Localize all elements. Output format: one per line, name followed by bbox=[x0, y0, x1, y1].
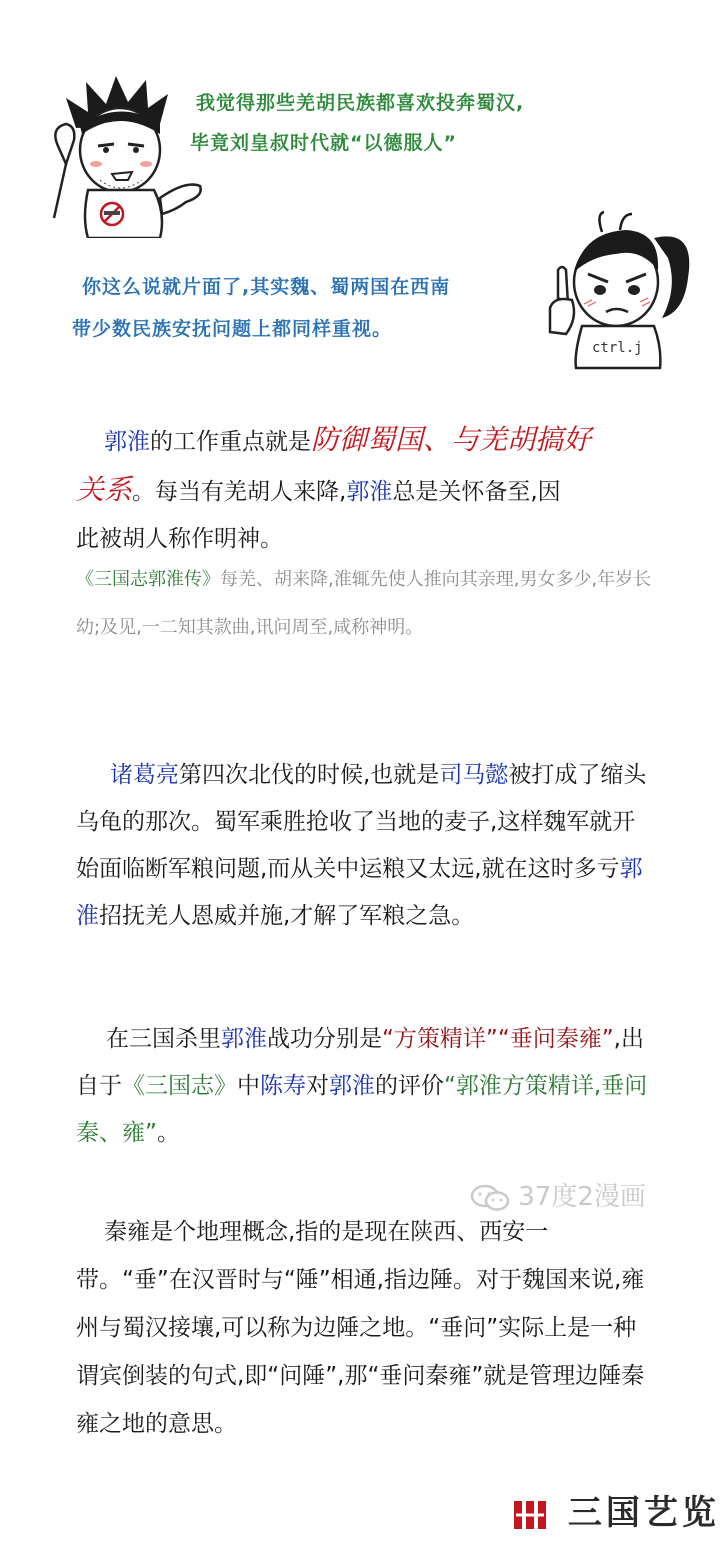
wechat-account-name: 37度2漫画 bbox=[518, 1182, 646, 1212]
paragraph-sanguosha bbox=[76, 1016, 656, 1157]
text: 秦雍是个地理概念,指的是现在陕西、西安一带。“垂”在汉晋时与“陲”相通,指边陲。对于魏国来说,雍州与蜀汉接壤,可以称为边陲之地。“垂问”实际上是一种谓宾倒装的句式,即“问陲”,那“垂问秦雍”就是管理边陲秦雍之地的意思。 bbox=[76, 1219, 645, 1437]
paragraph-northern-expedition bbox=[76, 752, 656, 940]
text: ,出自于 bbox=[76, 1026, 644, 1099]
emphasis-text: 防御蜀国、与羌胡搞好 bbox=[311, 423, 592, 456]
text: 此被胡人称作明神。 bbox=[76, 526, 283, 552]
text: 战功分别是 bbox=[267, 1026, 382, 1052]
text: 被打成了缩头乌龟的那次。蜀军乘胜抢收了当地的麦子,这样魏军就开始面临断军粮问题,而从关中运粮又太远,就在这时多亏 bbox=[76, 762, 647, 882]
quote-source: 《三国志郭淮传》 bbox=[76, 569, 220, 590]
name-guohuai: 郭淮 bbox=[104, 429, 150, 455]
text: 对 bbox=[306, 1073, 329, 1099]
text: 。每当有羌胡人来降, bbox=[132, 479, 347, 505]
shirt-label: ctrl.j bbox=[592, 340, 643, 356]
evaluation-quote: “郭淮方策精详,垂问秦、雍” bbox=[76, 1073, 648, 1146]
text: 的评价 bbox=[375, 1073, 444, 1099]
text: 在三国杀里 bbox=[106, 1026, 221, 1052]
text: 总是关怀备至,因 bbox=[392, 479, 561, 505]
name-guohuai: 郭淮 bbox=[346, 479, 393, 505]
man-speech-line-1: 我觉得那些羌胡民族都喜欢投奔蜀汉, bbox=[196, 92, 525, 114]
text: 的工作重点就是 bbox=[150, 429, 311, 455]
brand-logo-icon bbox=[510, 1497, 550, 1533]
achievement-names: “方策精详”“垂问秦雍” bbox=[382, 1026, 614, 1052]
name-guohuai: 郭淮 bbox=[329, 1073, 375, 1099]
name-guohuai: 郭淮 bbox=[76, 856, 643, 929]
text: 第四次北伐的时候,也就是 bbox=[179, 762, 440, 788]
emphasis-text: 关系 bbox=[76, 473, 133, 506]
woman-speech-line-1: 你这么说就片面了,其实魏、蜀两国在西南 bbox=[82, 276, 451, 298]
book-title: 《三国志》 bbox=[122, 1073, 237, 1099]
text: 。 bbox=[156, 1120, 180, 1146]
paragraph-qinyong bbox=[76, 1208, 656, 1448]
text: 中 bbox=[237, 1073, 260, 1099]
woman-speech-line-2: 带少数民族安抚问题上都同样重视。 bbox=[72, 318, 393, 340]
paragraph-guohuai-focus bbox=[76, 416, 656, 563]
brand-name: 三国艺览 bbox=[567, 1493, 720, 1533]
brand-watermark bbox=[510, 1485, 720, 1534]
man-speech-line-2: 毕竟刘皇叔时代就“以德服人” bbox=[190, 132, 457, 154]
name-zhugeliang: 诸葛亮 bbox=[110, 762, 179, 788]
quote-sanguozhi bbox=[76, 556, 656, 652]
quote-text: 每羌、胡来降,淮辄先使人推向其亲理,男女多少,年岁长幼;及见,一二知其款曲,讯问周至,咸称神明。 bbox=[76, 569, 652, 638]
man-character-illustration bbox=[36, 68, 206, 238]
name-guohuai: 郭淮 bbox=[221, 1026, 267, 1052]
text: 招抚羌人恩威并施,才解了军粮之急。 bbox=[99, 903, 475, 929]
name-chenshou: 陈寿 bbox=[260, 1073, 306, 1099]
name-simayi: 司马懿 bbox=[439, 762, 509, 788]
